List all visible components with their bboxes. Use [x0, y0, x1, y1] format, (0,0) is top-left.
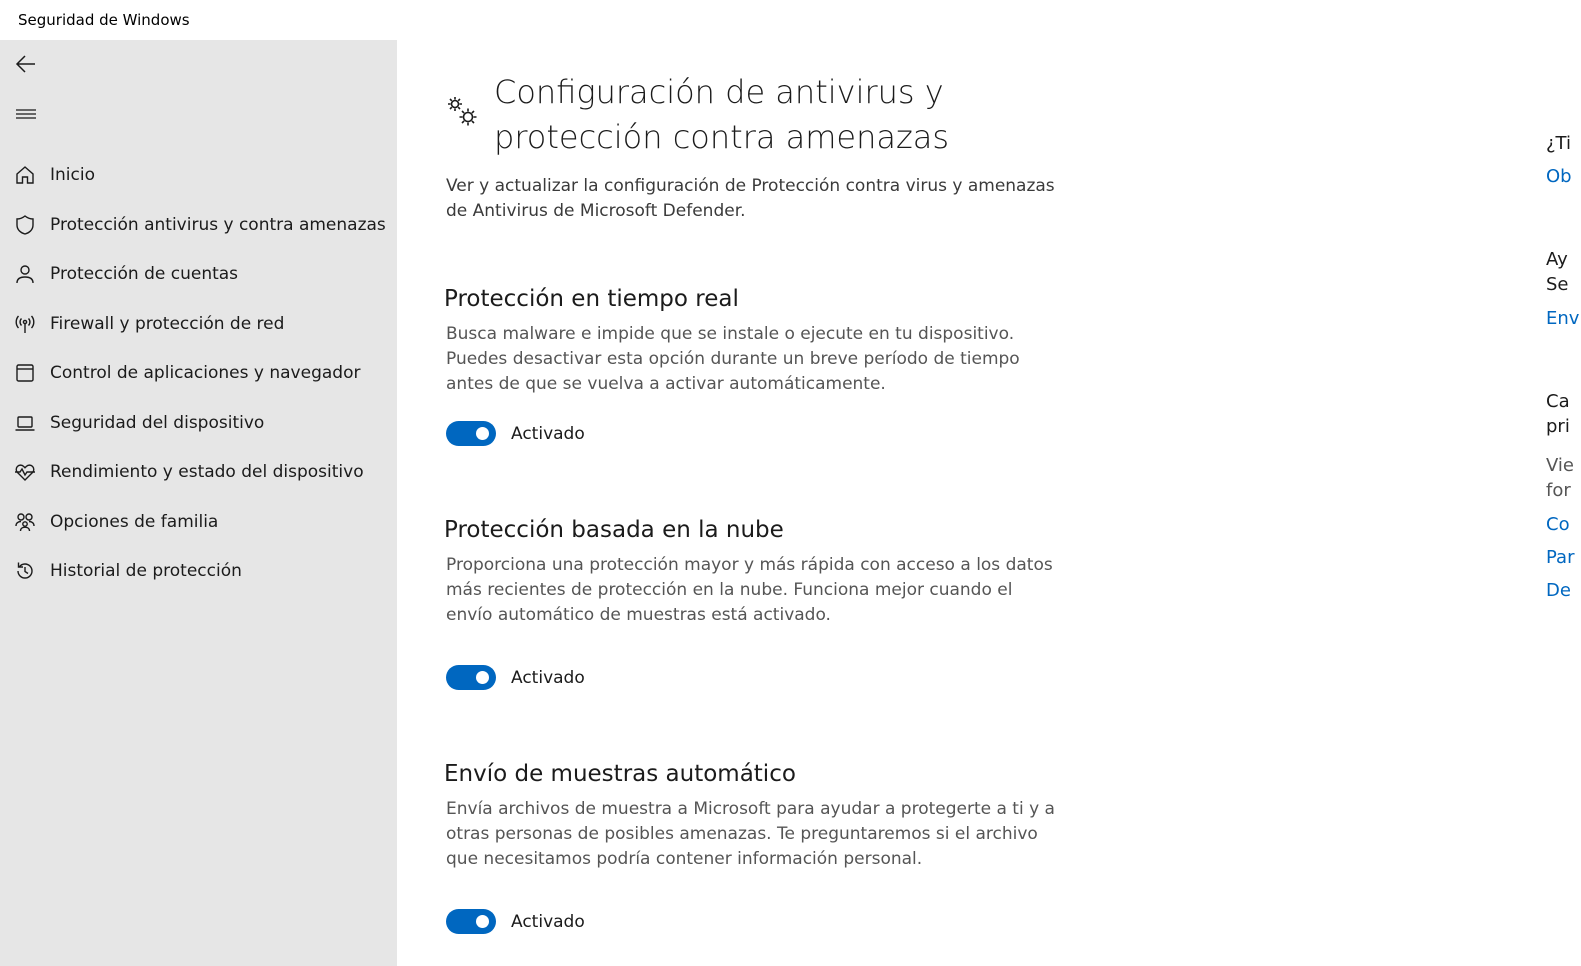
sidebar-item-label: Protección antivirus y contra amenazas: [50, 215, 386, 235]
right-panel-heading: pri: [1546, 416, 1570, 437]
back-button[interactable]: [8, 46, 44, 82]
toggle-label: Activado: [511, 667, 585, 688]
sidebar-item-dispositivo[interactable]: [0, 401, 397, 445]
app-title: Seguridad de Windows: [18, 11, 190, 29]
right-panel-heading: Ca: [1546, 391, 1570, 412]
right-panel-link[interactable]: De: [1546, 580, 1571, 601]
page-description: Ver y actualizar la configuración de Protección contra virus y amenazas de Antivirus de Microsoft Defender.: [446, 176, 1055, 221]
right-panel-link[interactable]: Env: [1546, 308, 1580, 329]
toggle-knob: [476, 671, 489, 684]
gears-icon: [445, 94, 481, 130]
antenna-icon: [14, 313, 36, 335]
sidebar-item-cuentas[interactable]: [0, 252, 397, 296]
realtime-protection-toggle[interactable]: [446, 421, 496, 446]
right-panel-link[interactable]: Par: [1546, 547, 1575, 568]
person-icon: [14, 263, 36, 285]
toggle-knob: [476, 915, 489, 928]
right-panel-heading: ¿Ti: [1546, 133, 1571, 154]
toggle-row: [446, 909, 585, 934]
hamburger-icon: [15, 106, 37, 122]
page-title-line-1: Configuración de antivirus y: [494, 73, 944, 111]
heart-pulse-icon: [14, 461, 36, 483]
sidebar-item-label: Seguridad del dispositivo: [50, 413, 265, 433]
sidebar-item-label: Control de aplicaciones y navegador: [50, 363, 361, 383]
sidebar-item-historial[interactable]: [0, 549, 397, 593]
toggle-label: Activado: [511, 423, 585, 444]
sidebar-item-label: Firewall y protección de red: [50, 314, 285, 334]
sidebar-item-label: Protección de cuentas: [50, 264, 239, 284]
sidebar-item-label: Inicio: [50, 165, 95, 185]
section-description: Envía archivos de muestra a Microsoft para ayudar a protegerte a ti y a otras personas de posibles amenazas. Te preguntaremos si el archivo que necesitamos podría contener información personal.: [446, 799, 1055, 869]
page-title-line-2: protección contra amenazas: [494, 118, 950, 156]
section-envio-muestras: [444, 759, 1064, 932]
laptop-icon: [14, 412, 36, 434]
sidebar-item-label: Historial de protección: [50, 561, 242, 581]
back-arrow-icon: [14, 52, 38, 76]
sidebar-item-inicio[interactable]: [0, 153, 397, 197]
right-panel: [1546, 0, 1581, 966]
section-title: Protección en tiempo real: [444, 286, 739, 312]
toggle-label: Activado: [511, 911, 585, 932]
history-icon: [14, 560, 36, 582]
sidebar-item-control-apps[interactable]: [0, 351, 397, 395]
sidebar-item-firewall[interactable]: [0, 302, 397, 346]
toggle-knob: [476, 427, 489, 440]
right-panel-link[interactable]: Ob: [1546, 166, 1572, 187]
cloud-protection-toggle[interactable]: [446, 665, 496, 690]
sidebar: [0, 40, 397, 966]
page-title: [494, 70, 1114, 160]
right-panel-link[interactable]: Co: [1546, 514, 1570, 535]
home-icon: [14, 164, 36, 186]
main-content: [397, 40, 1581, 966]
right-panel-heading: Se: [1546, 274, 1569, 295]
section-description: Busca malware e impide que se instale o ejecute en tu dispositivo. Puedes desactivar esta opción durante un breve período de tiempo antes de que se vuelva a activar automáticamente.: [446, 324, 1020, 394]
right-panel-text: Vie: [1546, 455, 1574, 476]
menu-button[interactable]: [8, 96, 44, 132]
sidebar-item-label: Opciones de familia: [50, 512, 219, 532]
shield-icon: [14, 214, 36, 236]
toggle-row: [446, 665, 585, 690]
sidebar-item-rendimiento[interactable]: [0, 450, 397, 494]
app-window-icon: [14, 362, 36, 384]
sample-submission-toggle[interactable]: [446, 909, 496, 934]
sidebar-item-antivirus[interactable]: [0, 203, 397, 247]
sidebar-item-label: Rendimiento y estado del dispositivo: [50, 462, 364, 482]
section-tiempo-real: [444, 284, 1064, 444]
right-panel-text: for: [1546, 480, 1571, 501]
section-title: Envío de muestras automático: [444, 761, 796, 787]
section-description: Proporciona una protección mayor y más rápida con acceso a los datos más recientes de protección en la nube. Funciona mejor cuando el envío automático de muestras está activado.: [446, 555, 1053, 625]
toggle-row: [446, 421, 585, 446]
section-nube: [444, 515, 1064, 688]
family-icon: [14, 511, 36, 533]
sidebar-item-familia[interactable]: [0, 500, 397, 544]
section-title: Protección basada en la nube: [444, 517, 784, 543]
right-panel-heading: Ay: [1546, 249, 1568, 270]
title-bar: [0, 0, 1581, 40]
